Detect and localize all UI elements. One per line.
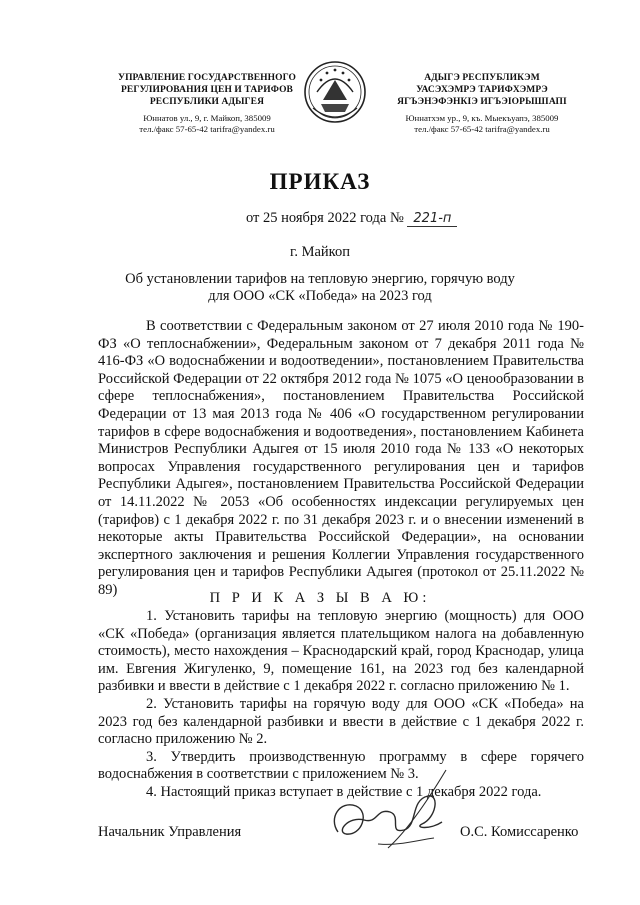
orders-heading: П Р И К А З Ы В А Ю: [209,590,431,606]
document-title: ПРИКАЗ [269,169,371,194]
header-left-block [96,72,318,135]
signatory-position: Начальник Управления [98,824,242,840]
republic-of-adygea-coat-of-arms-icon [303,58,367,128]
header-right-line1: АДЫГЭ РЕСПУБЛИКЭМ [424,73,540,83]
city-line: г. Майкоп [290,244,350,260]
header-left-line2: РЕГУЛИРОВАНИЯ ЦЕН И ТАРИФОВ [121,85,293,95]
order-number: 221-п [407,211,457,227]
signatory-name: О.С. Комиссаренко [460,824,579,840]
preamble-block [98,318,584,600]
header-left-line3: РЕСПУБЛИКИ АДЫГЕЯ [149,97,265,107]
handwritten-signature-icon [318,760,478,870]
header-left-address: Юннатов ул., 9, г. Майкоп, 385009 [143,113,271,123]
header-right-contacts: тел./факс 57-65-42 tarifra@yandex.ru [414,124,550,134]
header-right-line3: ЯГЪЭНЭФЭНКIЭ ИГЪЭIОРЫШIАПI [397,97,567,107]
order-subject: Об установлении тарифов на тепловую энергию, горячую воду для ООО «СК «Победа» на 2023 год [125,271,515,304]
order-item-2: 2. Установить тарифы на горячую воду для ООО «СК «Победа» на 2023 год без календарной разбивки и ввести в действие с 1 декабря 2022 г. согласно приложению № 2. [98,695,584,748]
header-right-block [372,72,592,135]
order-date-line [246,210,457,227]
header-left-line1: УПРАВЛЕНИЕ ГОСУДАРСТВЕННОГО [118,73,296,83]
order-item-4: 4. Настоящий приказ вступает в действие с 1 декабря 2022 года. [146,783,542,800]
order-item-1: 1. Установить тарифы на тепловую энергию (мощность) для ООО «СК «Победа» (организация является плательщиком налога на добавленную стоимость), место нахождения – Краснодарский край, город Краснодар, улица им. Евгения Жигуленко, 9, помещение 161, на 2023 год без календарной разбивки и ввести в действие с 1 декабря 2022 г. согласно приложению № 1. [98,608,584,695]
preamble-text: В соответствии с Федеральным законом от 27 июля 2010 года № 190-ФЗ «О теплоснабжении», Федеральным законом от 7 декабря 2011 года № 416-ФЗ «О водоснабжении и водоотведении», постановлением Правительства Российской Федерации от 22 октября 2012 года № 1075 «О ценообразовании в сфере теплоснабжения», постановлением Правительства Российской Федерации от 13 мая 2013 года № 406 «О государственном регулировании тарифов в сфере водоснабжения и водоотведения», постановлением Кабинета Министров Республики Адыгея от 15 июля 2010 года № 133 «О некоторых вопросах Управления государственного регулирования цен и тарифов Республики Адыгея», постановлением Правительства Российской Федерации от 14.11.2022 № 2053 «Об особенностях индексации регулируемых цен (тарифов) с 1 декабря 2022 г. по 31 декабря 2023 г. и о внесении изменений в некоторые акты Правительства Российской Федерации», на основании экспертного заключения и решения Коллегии Управления государственного регулирования цен и тарифов Республики Адыгея (протокол от 25.11.2022 № 89) [98,318,584,598]
header-right-address: Юннатхэм ур., 9, къ. Мыекъуапэ, 385009 [405,113,559,123]
header-right-line2: УАСЭХЭМРЭ ТАРИФХЭМРЭ [416,85,548,95]
order-date: от 25 ноября 2022 года № [246,210,404,226]
order-item-3: 3. Утвердить производственную программу в сфере горячего водоснабжения в соответствии с приложением № 3. [98,748,584,783]
header-left-contacts: тел./факс 57-65-42 tarifra@yandex.ru [139,124,275,134]
